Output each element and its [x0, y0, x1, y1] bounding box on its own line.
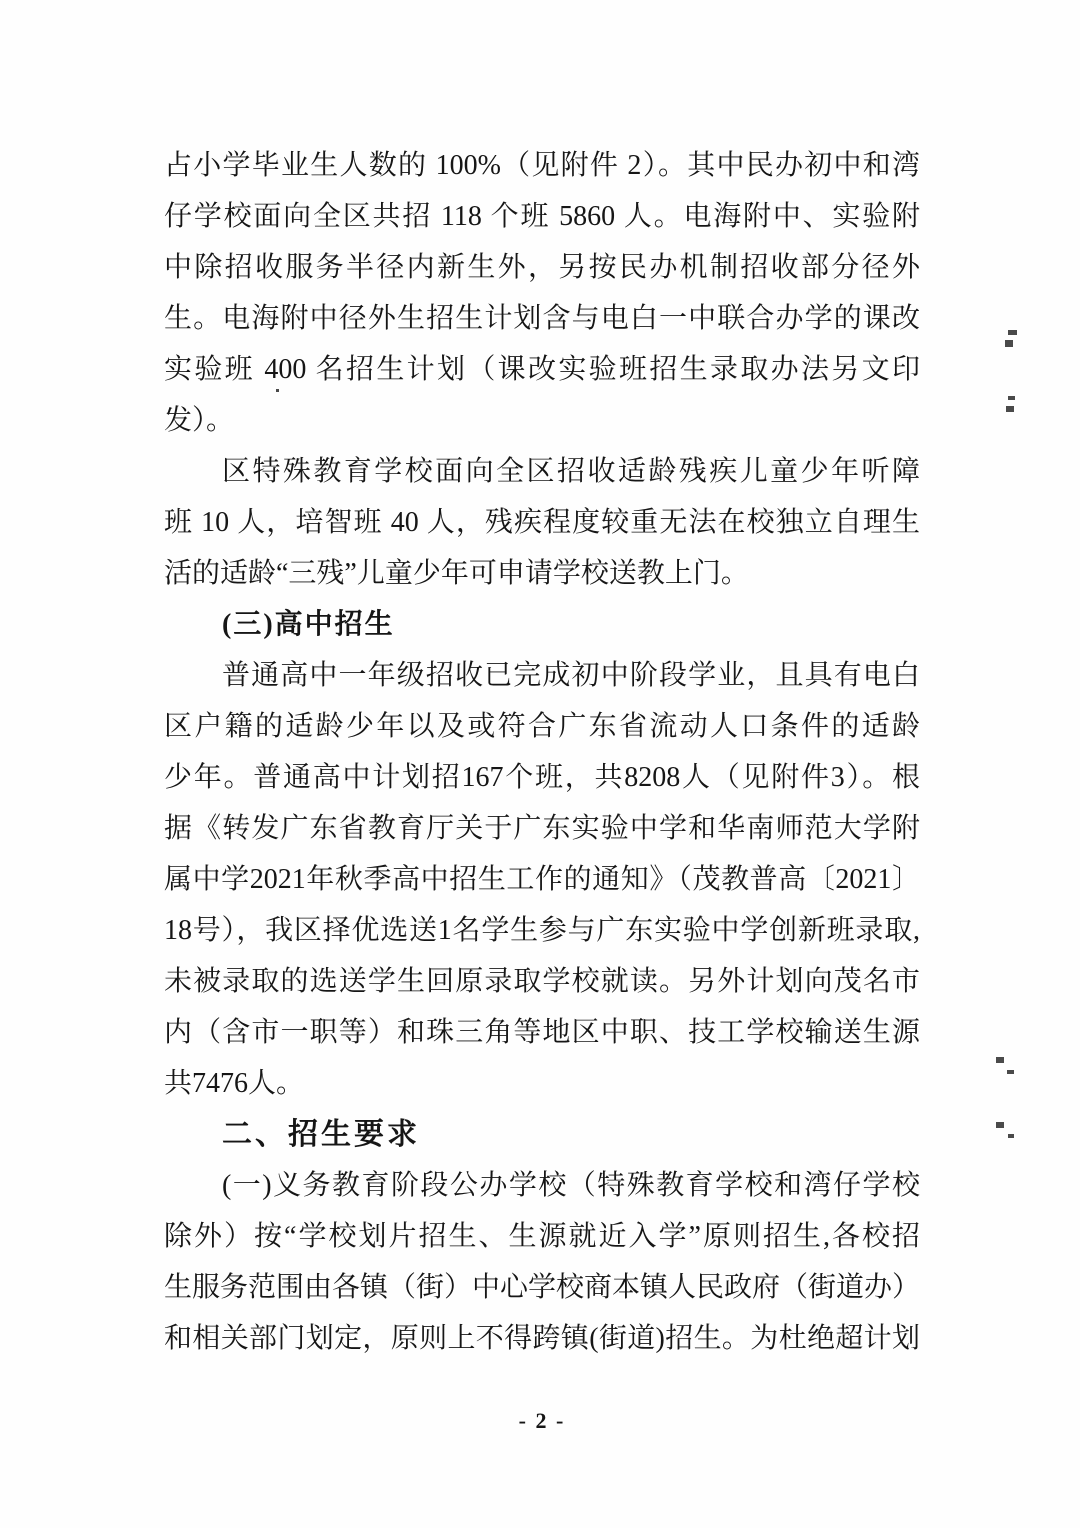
- text-line: 生。电海附中径外生招生计划含与电白一中联合办学的课改: [164, 303, 920, 334]
- text-line: 活的适龄“三残”儿童少年可申请学校送教上门。: [164, 558, 749, 589]
- text-line: 少年。普通高中计划招167个班，共8208人（见附件3）。根: [164, 762, 920, 793]
- ink-speck: [1008, 330, 1017, 335]
- text-line: 属中学2021年秋季高中招生工作的通知》（茂教普高〔2021〕: [164, 864, 920, 895]
- text-line: 实验班 400 名招生计划（课改实验班招生录取办法另文印: [164, 354, 920, 385]
- text-line: 中除招收服务半径内新生外，另按民办机制招收部分径外: [164, 252, 920, 283]
- text-line: 据《转发广东省教育厅关于广东实验中学和华南师范大学附: [164, 813, 920, 844]
- text-line: 共7476人。: [164, 1068, 305, 1099]
- text-line: 区特殊教育学校面向全区招收适龄残疾儿童少年听障: [222, 456, 920, 487]
- ink-speck: [1008, 1134, 1014, 1138]
- text-line: 内（含市一职等）和珠三角等地区中职、技工学校输送生源: [164, 1017, 920, 1048]
- ink-speck: [1005, 340, 1013, 347]
- ink-speck: [1007, 1070, 1014, 1074]
- ink-speck: [996, 1122, 1004, 1128]
- text-line: 未被录取的选送学生回原录取学校就读。另外计划向茂名市: [164, 966, 920, 997]
- ink-speck: [996, 1057, 1004, 1063]
- page-number: - 2 -: [518, 1408, 566, 1433]
- ink-speck: [1008, 396, 1015, 400]
- section-heading: 二、招生要求: [222, 1118, 420, 1151]
- text-line: 占小学毕业生人数的 100%（见附件 2）。其中民办初中和湾: [164, 150, 920, 181]
- ink-speck: [276, 389, 279, 392]
- text-line: 普通高中一年级招收已完成初中阶段学业，且具有电白: [222, 660, 920, 691]
- text-line: 18号），我区择优选送1名学生参与广东实验中学创新班录取,: [164, 915, 920, 946]
- text-line: 和相关部门划定，原则上不得跨镇(街道)招生。为杜绝超计划: [164, 1323, 920, 1354]
- section-heading: (三)高中招生: [222, 609, 395, 640]
- text-line: 仔学校面向全区共招 118 个班 5860 人。电海附中、实验附: [164, 201, 920, 232]
- text-line: 生服务范围由各镇（街）中心学校商本镇人民政府（街道办）: [164, 1272, 920, 1303]
- ink-speck: [1006, 406, 1014, 412]
- text-line: 除外）按“学校划片招生、生源就近入学”原则招生,各校招: [164, 1221, 920, 1252]
- document-body: [164, 140, 920, 1364]
- text-line: 班 10 人，培智班 40 人，残疾程度较重无法在校独立自理生: [164, 507, 920, 538]
- text-line: 区户籍的适龄少年以及或符合广东省流动人口条件的适龄: [164, 711, 920, 742]
- text-line: 发）。: [164, 405, 235, 436]
- text-line: (一)义务教育阶段公办学校（特殊教育学校和湾仔学校: [222, 1170, 920, 1201]
